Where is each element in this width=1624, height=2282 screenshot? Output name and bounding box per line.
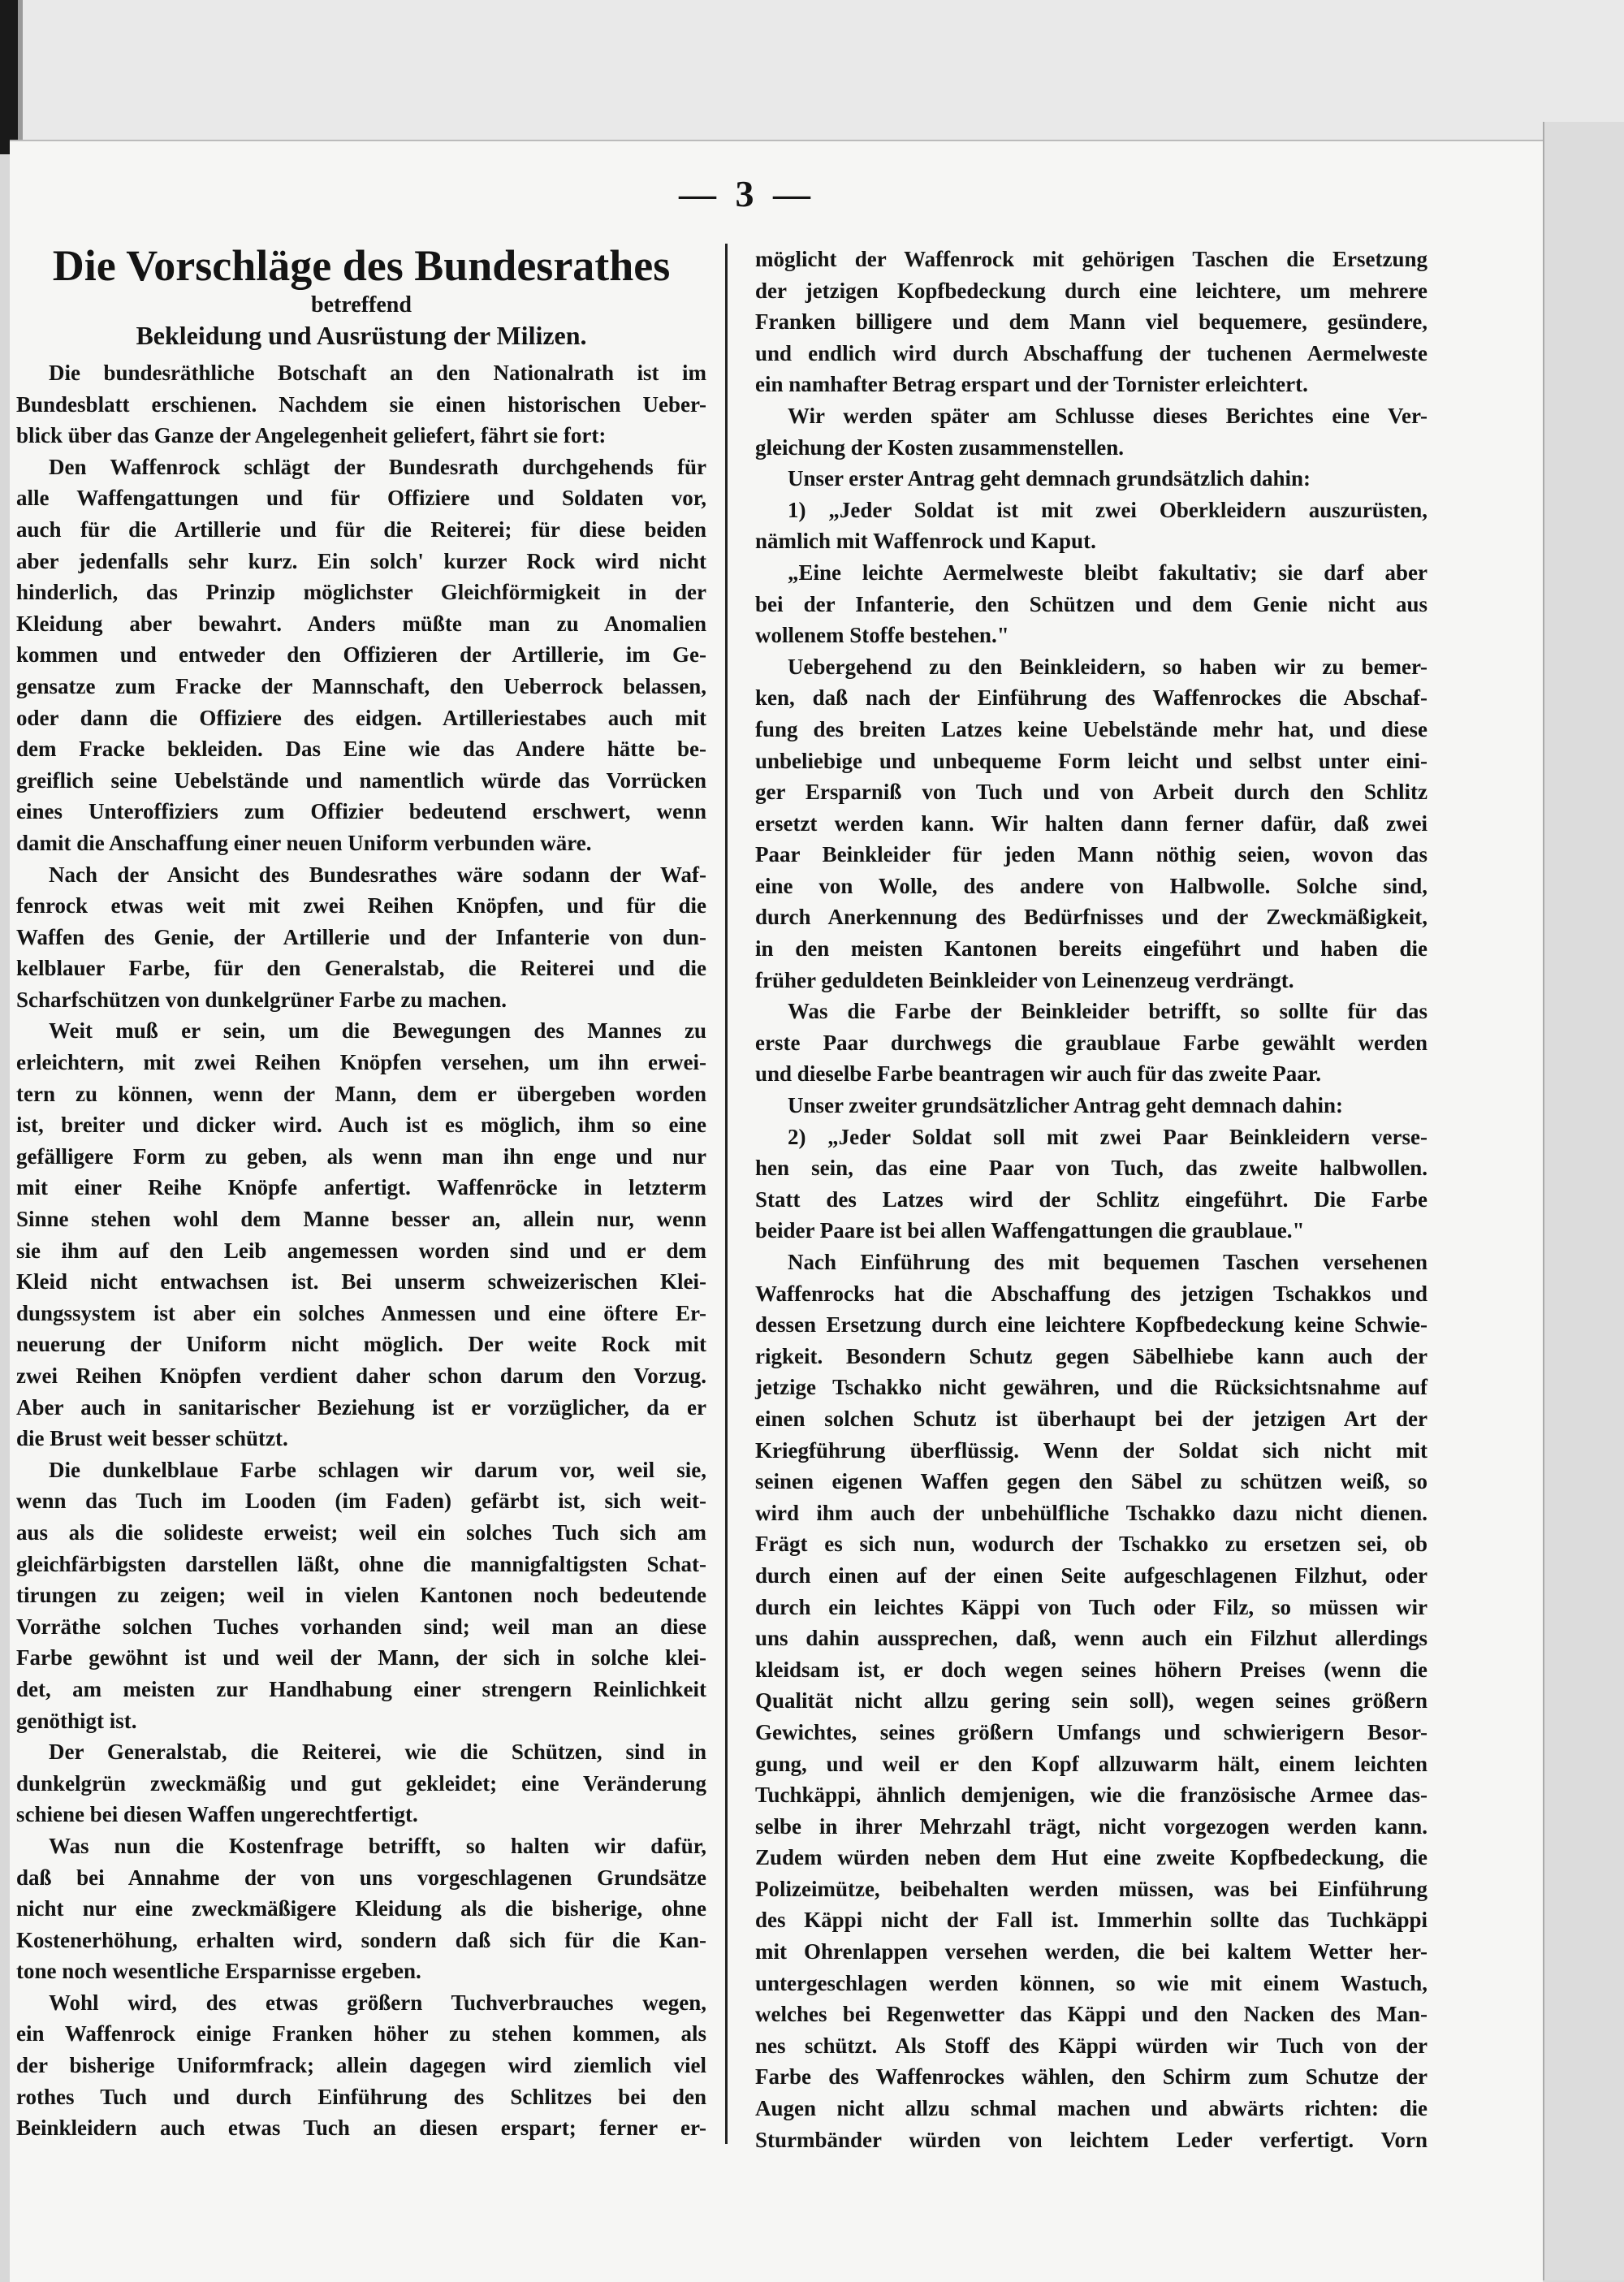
text-line: Kleidung aber bewahrt. Anders müßte man zu Anomalien: [16, 611, 706, 636]
text-line: rigkeit. Besondern Schutz gegen Säbelhiebe kann auch der: [755, 1343, 1427, 1368]
text-line: wollenem Stoffe bestehen.": [755, 623, 1009, 648]
paragraph: [755, 1090, 1427, 1122]
text-line: oder dann die Offiziere des eidgen. Artilleriestabes auch mit: [16, 705, 706, 730]
text-line: dunkelgrün zweckmäßig und gut gekleidet; eine Veränderung: [16, 1770, 706, 1796]
text-line: mit einer Reihe Knöpfe anfertigt. Waffenröcke in letzterm: [16, 1175, 706, 1200]
text-line: Was nun die Kostenfrage betrifft, so halten wir dafür,: [49, 1833, 706, 1858]
paragraph: [16, 1015, 706, 1454]
text-line: det, am meisten zur Handhabung einer strengern Reinlichkeit: [16, 1676, 706, 1701]
text-line: ein Waffenrock einige Franken höher zu stehen kommen, als: [16, 2021, 706, 2046]
text-line: Scharfschützen von dunkelgrüner Farbe zu machen.: [16, 987, 508, 1012]
text-line: Frägt es sich nun, wodurch der Tschakko zu ersetzen sei, ob: [755, 1532, 1427, 1557]
text-line: „Eine leichte Aermelweste bleibt fakultativ; sie darf aber: [788, 560, 1427, 585]
text-line: selbe in ihrer Mehrzahl trägt, nicht vorgezogen werden kann.: [755, 1813, 1427, 1839]
text-line: Kleid nicht entwachsen ist. Bei unserm schweizerischen Klei-: [16, 1269, 706, 1294]
text-line: Waffenrocks hat die Abschaffung des jetzigen Tschakkos und: [755, 1281, 1427, 1306]
text-line: jetzige Tschakko nicht gewähren, und die Rücksichtsnahme auf: [755, 1375, 1427, 1400]
text-line: genöthigt ist.: [16, 1708, 137, 1733]
text-line: Waffen des Genie, der Artillerie und der Infanterie von dun-: [16, 924, 706, 949]
text-line: durch einen auf der einen Seite aufgeschlagenen Filzhut, oder: [755, 1562, 1427, 1588]
text-line: Franken billigere und dem Mann viel bequemere, gesündere,: [755, 309, 1427, 335]
text-line: möglicht der Waffenrock mit gehörigen Taschen die Ersetzung: [755, 247, 1427, 271]
text-line: alle Waffengattungen und für Offiziere und Soldaten vor,: [16, 486, 706, 511]
text-line: Unser zweiter grundsätzlicher Antrag geht demnach dahin:: [788, 1093, 1343, 1118]
text-line: untergeschlagen werden können, so wie mit einem Wastuch,: [755, 1970, 1427, 1995]
paragraph: [755, 1247, 1427, 2155]
scan-background-top: [0, 0, 1624, 146]
scan-binding-shadow: [18, 0, 23, 146]
text-line: nes schützt. Als Stoff des Käppi würden wir Tuch von der: [755, 2033, 1427, 2058]
text-line: Polizeimütze, beibehalten werden müssen, was bei Einführung: [755, 1876, 1427, 1901]
text-line: Gewichtes, seines größern Umfangs und schwierigern Besor-: [755, 1719, 1427, 1744]
text-line: erste Paar durchwegs die graublaue Farbe gewählt werden: [755, 1030, 1427, 1055]
text-line: beider Paare ist bei allen Waffengattungen die graublaue.": [755, 1218, 1305, 1243]
text-line: Beinkleidern auch etwas Tuch an diesen erspart; ferner er-: [16, 2116, 706, 2141]
paragraph: [755, 651, 1427, 996]
text-line: durch ein leichtes Käppi von Tuch oder Filz, so müssen wir: [755, 1594, 1427, 1619]
text-line: tern zu können, wenn der Mann, dem er übergeben worden: [16, 1081, 706, 1106]
text-line: bei der Infanterie, den Schützen und dem Genie nicht aus: [755, 591, 1427, 616]
paragraph: [16, 1454, 706, 1736]
text-line: Den Waffenrock schlägt der Bundesrath durchgehends für: [49, 454, 706, 479]
text-line: Wohl wird, des etwas größern Tuchverbrauches wegen,: [49, 1990, 706, 2015]
paragraph: [16, 452, 706, 859]
text-line: des Käppi nicht der Fall ist. Immerhin sollte das Tuchkäppi: [755, 1908, 1427, 1933]
text-line: Vorräthe solchen Tuches vorhanden sind; weil man an diese: [16, 1614, 706, 1639]
text-line: Statt des Latzes wird der Schlitz eingeführt. Die Farbe: [755, 1186, 1427, 1212]
text-line: kommen und entweder den Offizieren der Artillerie, im Ge-: [16, 642, 706, 668]
text-line: Paar Beinkleider für jeden Mann nöthig seien, wovon das: [755, 842, 1427, 867]
text-line: die Brust weit besser schützt.: [16, 1426, 288, 1451]
article-title-connector: betreffend: [311, 292, 412, 318]
text-line: dessen Ersetzung durch eine leichtere Kopfbedeckung keine Schwie-: [755, 1312, 1427, 1338]
text-line: Wir werden später am Schlusse dieses Berichtes eine Ver-: [788, 403, 1427, 428]
text-line: damit die Anschaffung einer neuen Uniform verbunden wäre.: [16, 830, 592, 855]
text-line: Der Generalstab, die Reiterei, wie die Schützen, sind in: [49, 1740, 706, 1765]
text-line: unbeliebige und unbequeme Form leicht und selbst unter eini-: [755, 748, 1427, 773]
text-line: gensatze zum Fracke der Mannschaft, den Ueberrock belassen,: [16, 673, 706, 698]
text-column-right: [755, 244, 1427, 2155]
text-line: eine von Wolle, des andere von Halbwolle. Solche sind,: [755, 873, 1427, 898]
text-line: tirungen zu zeigen; weil in vielen Kantonen noch bedeutende: [16, 1583, 706, 1608]
text-line: dem Fracke bekleiden. Das Eine wie das Andere hätte be-: [16, 737, 706, 762]
paragraph: [755, 244, 1427, 400]
text-line: blick über das Ganze der Angelegenheit geliefert, fährt sie fort:: [16, 423, 607, 448]
text-line: Aber auch in sanitarischer Beziehung ist er vorzüglicher, da er: [16, 1394, 706, 1420]
paragraph: [755, 1122, 1427, 1247]
text-line: kleidsam ist, er doch wegen seines höhern Preises (wenn die: [755, 1657, 1427, 1682]
text-line: ist, breiter und dicker wird. Auch ist es möglich, ihm so eine: [16, 1113, 706, 1138]
text-line: uns dahin aussprechen, daß, wenn auch ein Filzhut allerdings: [755, 1626, 1427, 1651]
text-line: neuerung der Uniform nicht möglich. Der weite Rock mit: [16, 1332, 706, 1357]
text-line: fung des breiten Latzes keine Uebelstände mehr hat, und diese: [755, 716, 1427, 741]
text-line: wenn das Tuch im Looden (im Faden) gefärbt ist, sich weit-: [16, 1489, 706, 1514]
text-line: Was die Farbe der Beinkleider betrifft, so sollte für das: [788, 999, 1427, 1024]
paragraph: [16, 1987, 706, 2144]
text-line: der bisherige Uniformfrack; allein dagegen wird ziemlich viel: [16, 2053, 706, 2078]
text-line: 2) „Jeder Soldat soll mit zwei Paar Beinkleidern verse-: [788, 1124, 1427, 1149]
text-line: greiflich seine Uebelstände und namentlich würde das Vorrücken: [16, 767, 706, 793]
text-line: sie ihm auf den Leib angemessen worden sind und er dem: [16, 1238, 706, 1263]
text-line: Tuchkäppi, ähnlich demjenigen, wie die französische Armee das-: [755, 1783, 1427, 1808]
article-subtitle: Bekleidung und Ausrüstung der Milizen.: [136, 321, 587, 350]
text-line: Farbe des Waffenrockes wählen, den Schirm zum Schutze der: [755, 2064, 1427, 2090]
text-line: ger Ersparniß von Tuch und von Arbeit durch den Schlitz: [755, 780, 1427, 805]
text-line: fenrock etwas weit mit zwei Reihen Knöpfen, und für die: [16, 893, 706, 918]
scan-binding-edge: [0, 0, 18, 154]
text-line: ersetzt werden kann. Wir halten dann ferner dafür, daß zwei: [755, 810, 1427, 836]
text-line: Nach der Ansicht des Bundesrathes wäre sodann der Waf-: [49, 862, 706, 887]
column-divider: [725, 244, 728, 2144]
text-line: gleichung der Kosten zusammenstellen.: [755, 434, 1124, 460]
text-line: tone noch wesentliche Ersparnisse ergeben.: [16, 1959, 421, 1984]
page-number: — 3 —: [679, 173, 815, 214]
text-line: erleichtern, mit zwei Reihen Knöpfen versehen, um ihn erwei-: [16, 1050, 706, 1075]
text-line: und dieselbe Farbe beantragen wir auch für das zweite Paar.: [755, 1061, 1321, 1087]
text-line: Die bundesräthliche Botschaft an den Nationalrath ist im: [49, 361, 706, 385]
text-line: kelblauer Farbe, für den Generalstab, die Reiterei und die: [16, 956, 706, 981]
paragraph: [16, 357, 706, 452]
text-line: daß bei Annahme der von uns vorgeschlagenen Grundsätze: [16, 1865, 706, 1890]
paragraph: [755, 400, 1427, 463]
text-line: Kriegführung überflüssig. Wenn der Soldat sich nicht mit: [755, 1437, 1427, 1463]
text-line: früher geduldeten Beinkleider von Leinenzeug verdrängt.: [755, 967, 1294, 992]
text-line: dungssystem ist aber ein solches Anmessen und eine öftere Er-: [16, 1300, 706, 1325]
paragraph: [16, 1736, 706, 1830]
text-line: Die dunkelblaue Farbe schlagen wir darum vor, weil sie,: [49, 1457, 706, 1482]
text-line: mit Ohrenlappen versehen werden, die bei kaltem Wetter her-: [755, 1939, 1427, 1964]
text-line: Weit muß er sein, um die Bewegungen des Mannes zu: [49, 1018, 706, 1044]
text-line: Sturmbänder würden von leichtem Leder verfertigt. Vorn: [755, 2127, 1427, 2152]
text-line: 1) „Jeder Soldat ist mit zwei Oberkleidern auszurüsten,: [788, 497, 1427, 522]
text-line: eines Unteroffiziers zum Offizier bedeutend erschwert, wenn: [16, 799, 706, 824]
text-line: Nach Einführung des mit bequemen Taschen versehenen: [788, 1250, 1427, 1274]
text-line: ein namhafter Betrag erspart und der Tornister erleichtert.: [755, 372, 1308, 397]
text-line: Kostenerhöhung, erhalten wird, sondern daß sich für die Kan-: [16, 1927, 706, 1952]
text-line: Farbe gewöhnt ist und weil der Mann, der sich in solche klei-: [16, 1645, 706, 1670]
text-line: Bundesblatt erschienen. Nachdem sie einen historischen Ueber-: [16, 391, 706, 417]
paragraph: [16, 859, 706, 1016]
text-line: seinen eigenen Waffen gegen den Säbel zu schützen weiß, so: [755, 1469, 1427, 1494]
text-line: zwei Reihen Knöpfen verdient daher schon darum den Vorzug.: [16, 1364, 706, 1388]
text-line: Unser erster Antrag geht demnach grundsätzlich dahin:: [788, 466, 1311, 491]
text-line: aus als die solideste erweist; weil ein solches Tuch sich am: [16, 1519, 706, 1545]
text-line: Sinne stehen wohl dem Manne besser an, allein nur, wenn: [16, 1207, 706, 1232]
text-line: Zudem würden neben dem Hut eine zweite Kopfbedeckung, die: [755, 1845, 1427, 1870]
text-line: hen sein, das eine Paar von Tuch, das zweite halbwollen.: [755, 1156, 1427, 1181]
text-line: gefälligere Form zu geben, als wenn man ihn enge und nur: [16, 1143, 706, 1169]
text-line: und endlich wird durch Abschaffung der tuchenen Aermelweste: [755, 340, 1427, 365]
paragraph: [755, 495, 1427, 557]
text-line: aber jedenfalls sehr kurz. Ein solch' kurzer Rock wird nicht: [16, 548, 706, 573]
text-line: rothes Tuch und durch Einführung des Schlitzes bei den: [16, 2084, 706, 2109]
text-line: Augen nicht allzu schmal machen und abwärts richten: die: [755, 2096, 1427, 2121]
text-line: schiene bei diesen Waffen ungerechtfertigt.: [16, 1802, 418, 1827]
text-line: gung, und weil er den Kopf allzuwarm hält, einem leichten: [755, 1751, 1427, 1776]
article-title: Die Vorschläge des Bundesrathes: [52, 241, 671, 290]
text-line: hinderlich, das Prinzip möglichster Gleichförmigkeit in der: [16, 580, 706, 605]
paragraph: [16, 1830, 706, 1987]
text-line: Uebergehend zu den Beinkleidern, so haben wir zu bemer-: [788, 654, 1427, 679]
paragraph: [755, 996, 1427, 1090]
text-line: ken, daß nach der Einführung des Waffenrockes die Abschaf-: [755, 685, 1427, 711]
next-page-edge: [1543, 122, 1624, 2280]
text-line: einen solchen Schutz ist überhaupt bei der jetzigen Art der: [755, 1406, 1427, 1431]
text-line: welches bei Regenwetter das Käppi und den Nacken des Man-: [755, 2002, 1427, 2027]
text-line: gleichfärbigsten darstellen läßt, ohne die mannigfaltigsten Schat-: [16, 1551, 706, 1576]
text-line: auch für die Artillerie und für die Reiterei; für diese beiden: [16, 516, 706, 542]
article-heading: [16, 240, 706, 352]
text-line: nämlich mit Waffenrock und Kaput.: [755, 529, 1096, 554]
text-line: Qualität nicht allzu gering sein soll), wegen seines größern: [755, 1688, 1427, 1714]
text-line: wird ihm auch der unbehülfliche Tschakko dazu nicht dienen.: [755, 1500, 1427, 1525]
text-line: nicht nur eine zweckmäßigere Kleidung als die bisherige, ohne: [16, 1896, 706, 1921]
paragraph: [755, 557, 1427, 651]
text-line: in den meisten Kantonen bereits eingeführt und haben die: [755, 936, 1427, 962]
text-line: durch Anerkennung des Bedürfnisses und der Zweckmäßigkeit,: [755, 905, 1427, 930]
paragraph: [755, 463, 1427, 495]
text-line: der jetzigen Kopfbedeckung durch eine leichtere, um mehrere: [755, 278, 1427, 303]
text-column-left: [16, 357, 706, 2144]
